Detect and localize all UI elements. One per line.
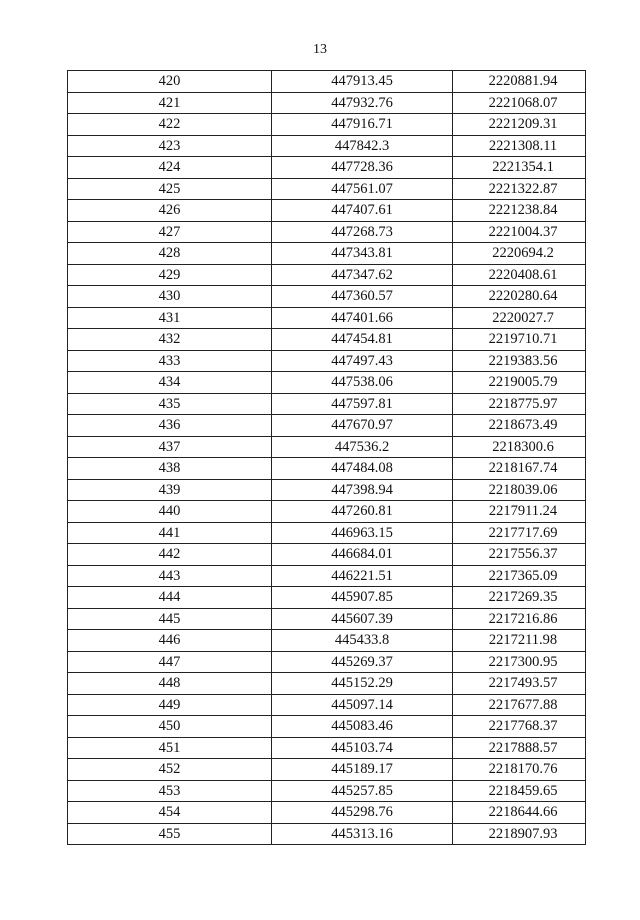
x-coordinate-cell: 447913.45 <box>272 71 453 93</box>
y-coordinate-cell: 2221238.84 <box>453 200 586 222</box>
point-number-cell: 443 <box>68 565 272 587</box>
table-row <box>68 178 586 200</box>
table-row <box>68 737 586 759</box>
y-coordinate-cell: 2217556.37 <box>453 544 586 566</box>
table-row <box>68 114 586 136</box>
point-number-cell: 430 <box>68 286 272 308</box>
x-coordinate-cell: 447916.71 <box>272 114 453 136</box>
y-coordinate-cell: 2217216.86 <box>453 608 586 630</box>
table-row <box>68 243 586 265</box>
x-coordinate-cell: 446221.51 <box>272 565 453 587</box>
table-row <box>68 651 586 673</box>
y-coordinate-cell: 2218459.65 <box>453 780 586 802</box>
table-row <box>68 393 586 415</box>
y-coordinate-cell: 2218039.06 <box>453 479 586 501</box>
x-coordinate-cell: 445269.37 <box>272 651 453 673</box>
x-coordinate-cell: 447401.66 <box>272 307 453 329</box>
x-coordinate-cell: 447454.81 <box>272 329 453 351</box>
table-row <box>68 200 586 222</box>
table-row <box>68 415 586 437</box>
table-row <box>68 608 586 630</box>
y-coordinate-cell: 2219710.71 <box>453 329 586 351</box>
table-row <box>68 157 586 179</box>
y-coordinate-cell: 2217269.35 <box>453 587 586 609</box>
table-row <box>68 92 586 114</box>
point-number-cell: 455 <box>68 823 272 845</box>
table-row <box>68 307 586 329</box>
x-coordinate-cell: 447407.61 <box>272 200 453 222</box>
x-coordinate-cell: 445907.85 <box>272 587 453 609</box>
x-coordinate-cell: 447842.3 <box>272 135 453 157</box>
point-number-cell: 428 <box>68 243 272 265</box>
point-number-cell: 439 <box>68 479 272 501</box>
y-coordinate-cell: 2219383.56 <box>453 350 586 372</box>
point-number-cell: 424 <box>68 157 272 179</box>
point-number-cell: 449 <box>68 694 272 716</box>
x-coordinate-cell: 445433.8 <box>272 630 453 652</box>
table-row <box>68 372 586 394</box>
y-coordinate-cell: 2221308.11 <box>453 135 586 157</box>
y-coordinate-cell: 2218673.49 <box>453 415 586 437</box>
point-number-cell: 450 <box>68 716 272 738</box>
table-row <box>68 436 586 458</box>
y-coordinate-cell: 2217888.57 <box>453 737 586 759</box>
x-coordinate-cell: 446963.15 <box>272 522 453 544</box>
x-coordinate-cell: 447670.97 <box>272 415 453 437</box>
page-number: 13 <box>313 42 327 57</box>
point-number-cell: 441 <box>68 522 272 544</box>
y-coordinate-cell: 2217365.09 <box>453 565 586 587</box>
coordinate-table <box>67 70 586 845</box>
point-number-cell: 426 <box>68 200 272 222</box>
point-number-cell: 453 <box>68 780 272 802</box>
table-row <box>68 759 586 781</box>
x-coordinate-cell: 446684.01 <box>272 544 453 566</box>
y-coordinate-cell: 2220280.64 <box>453 286 586 308</box>
table-row <box>68 780 586 802</box>
x-coordinate-cell: 447536.2 <box>272 436 453 458</box>
y-coordinate-cell: 2221004.37 <box>453 221 586 243</box>
table-row <box>68 694 586 716</box>
point-number-cell: 420 <box>68 71 272 93</box>
point-number-cell: 445 <box>68 608 272 630</box>
y-coordinate-cell: 2217911.24 <box>453 501 586 523</box>
table-row <box>68 716 586 738</box>
x-coordinate-cell: 447343.81 <box>272 243 453 265</box>
point-number-cell: 435 <box>68 393 272 415</box>
x-coordinate-cell: 445083.46 <box>272 716 453 738</box>
point-number-cell: 444 <box>68 587 272 609</box>
y-coordinate-cell: 2221209.31 <box>453 114 586 136</box>
y-coordinate-cell: 2217211.98 <box>453 630 586 652</box>
x-coordinate-cell: 447597.81 <box>272 393 453 415</box>
point-number-cell: 422 <box>68 114 272 136</box>
point-number-cell: 437 <box>68 436 272 458</box>
y-coordinate-cell: 2220027.7 <box>453 307 586 329</box>
y-coordinate-cell: 2218170.76 <box>453 759 586 781</box>
x-coordinate-cell: 447561.07 <box>272 178 453 200</box>
x-coordinate-cell: 447268.73 <box>272 221 453 243</box>
table-row <box>68 802 586 824</box>
y-coordinate-cell: 2220408.61 <box>453 264 586 286</box>
point-number-cell: 431 <box>68 307 272 329</box>
y-coordinate-cell: 2218300.6 <box>453 436 586 458</box>
y-coordinate-cell: 2221322.87 <box>453 178 586 200</box>
x-coordinate-cell: 447347.62 <box>272 264 453 286</box>
y-coordinate-cell: 2220881.94 <box>453 71 586 93</box>
y-coordinate-cell: 2220694.2 <box>453 243 586 265</box>
table-row <box>68 673 586 695</box>
table-row <box>68 544 586 566</box>
coordinate-table-body <box>68 71 586 845</box>
point-number-cell: 433 <box>68 350 272 372</box>
point-number-cell: 454 <box>68 802 272 824</box>
y-coordinate-cell: 2221068.07 <box>453 92 586 114</box>
table-row <box>68 286 586 308</box>
coordinate-table-container <box>67 70 585 845</box>
y-coordinate-cell: 2218775.97 <box>453 393 586 415</box>
x-coordinate-cell: 447260.81 <box>272 501 453 523</box>
table-row <box>68 565 586 587</box>
point-number-cell: 448 <box>68 673 272 695</box>
point-number-cell: 429 <box>68 264 272 286</box>
x-coordinate-cell: 445257.85 <box>272 780 453 802</box>
table-row <box>68 823 586 845</box>
y-coordinate-cell: 2217768.37 <box>453 716 586 738</box>
table-row <box>68 264 586 286</box>
y-coordinate-cell: 2218644.66 <box>453 802 586 824</box>
table-row <box>68 458 586 480</box>
point-number-cell: 421 <box>68 92 272 114</box>
x-coordinate-cell: 445097.14 <box>272 694 453 716</box>
x-coordinate-cell: 445607.39 <box>272 608 453 630</box>
table-row <box>68 350 586 372</box>
x-coordinate-cell: 447728.36 <box>272 157 453 179</box>
point-number-cell: 438 <box>68 458 272 480</box>
table-row <box>68 71 586 93</box>
point-number-cell: 440 <box>68 501 272 523</box>
x-coordinate-cell: 447484.08 <box>272 458 453 480</box>
table-row <box>68 587 586 609</box>
point-number-cell: 434 <box>68 372 272 394</box>
x-coordinate-cell: 445313.16 <box>272 823 453 845</box>
table-row <box>68 479 586 501</box>
point-number-cell: 451 <box>68 737 272 759</box>
point-number-cell: 447 <box>68 651 272 673</box>
table-row <box>68 630 586 652</box>
y-coordinate-cell: 2217717.69 <box>453 522 586 544</box>
table-row <box>68 135 586 157</box>
x-coordinate-cell: 447932.76 <box>272 92 453 114</box>
y-coordinate-cell: 2218167.74 <box>453 458 586 480</box>
point-number-cell: 425 <box>68 178 272 200</box>
table-row <box>68 501 586 523</box>
point-number-cell: 446 <box>68 630 272 652</box>
point-number-cell: 432 <box>68 329 272 351</box>
x-coordinate-cell: 447497.43 <box>272 350 453 372</box>
x-coordinate-cell: 447538.06 <box>272 372 453 394</box>
y-coordinate-cell: 2217300.95 <box>453 651 586 673</box>
point-number-cell: 423 <box>68 135 272 157</box>
table-row <box>68 522 586 544</box>
y-coordinate-cell: 2217493.57 <box>453 673 586 695</box>
x-coordinate-cell: 445103.74 <box>272 737 453 759</box>
y-coordinate-cell: 2219005.79 <box>453 372 586 394</box>
point-number-cell: 442 <box>68 544 272 566</box>
x-coordinate-cell: 447360.57 <box>272 286 453 308</box>
x-coordinate-cell: 445189.17 <box>272 759 453 781</box>
y-coordinate-cell: 2218907.93 <box>453 823 586 845</box>
table-row <box>68 329 586 351</box>
table-row <box>68 221 586 243</box>
y-coordinate-cell: 2221354.1 <box>453 157 586 179</box>
x-coordinate-cell: 445152.29 <box>272 673 453 695</box>
x-coordinate-cell: 445298.76 <box>272 802 453 824</box>
point-number-cell: 436 <box>68 415 272 437</box>
y-coordinate-cell: 2217677.88 <box>453 694 586 716</box>
point-number-cell: 427 <box>68 221 272 243</box>
point-number-cell: 452 <box>68 759 272 781</box>
x-coordinate-cell: 447398.94 <box>272 479 453 501</box>
